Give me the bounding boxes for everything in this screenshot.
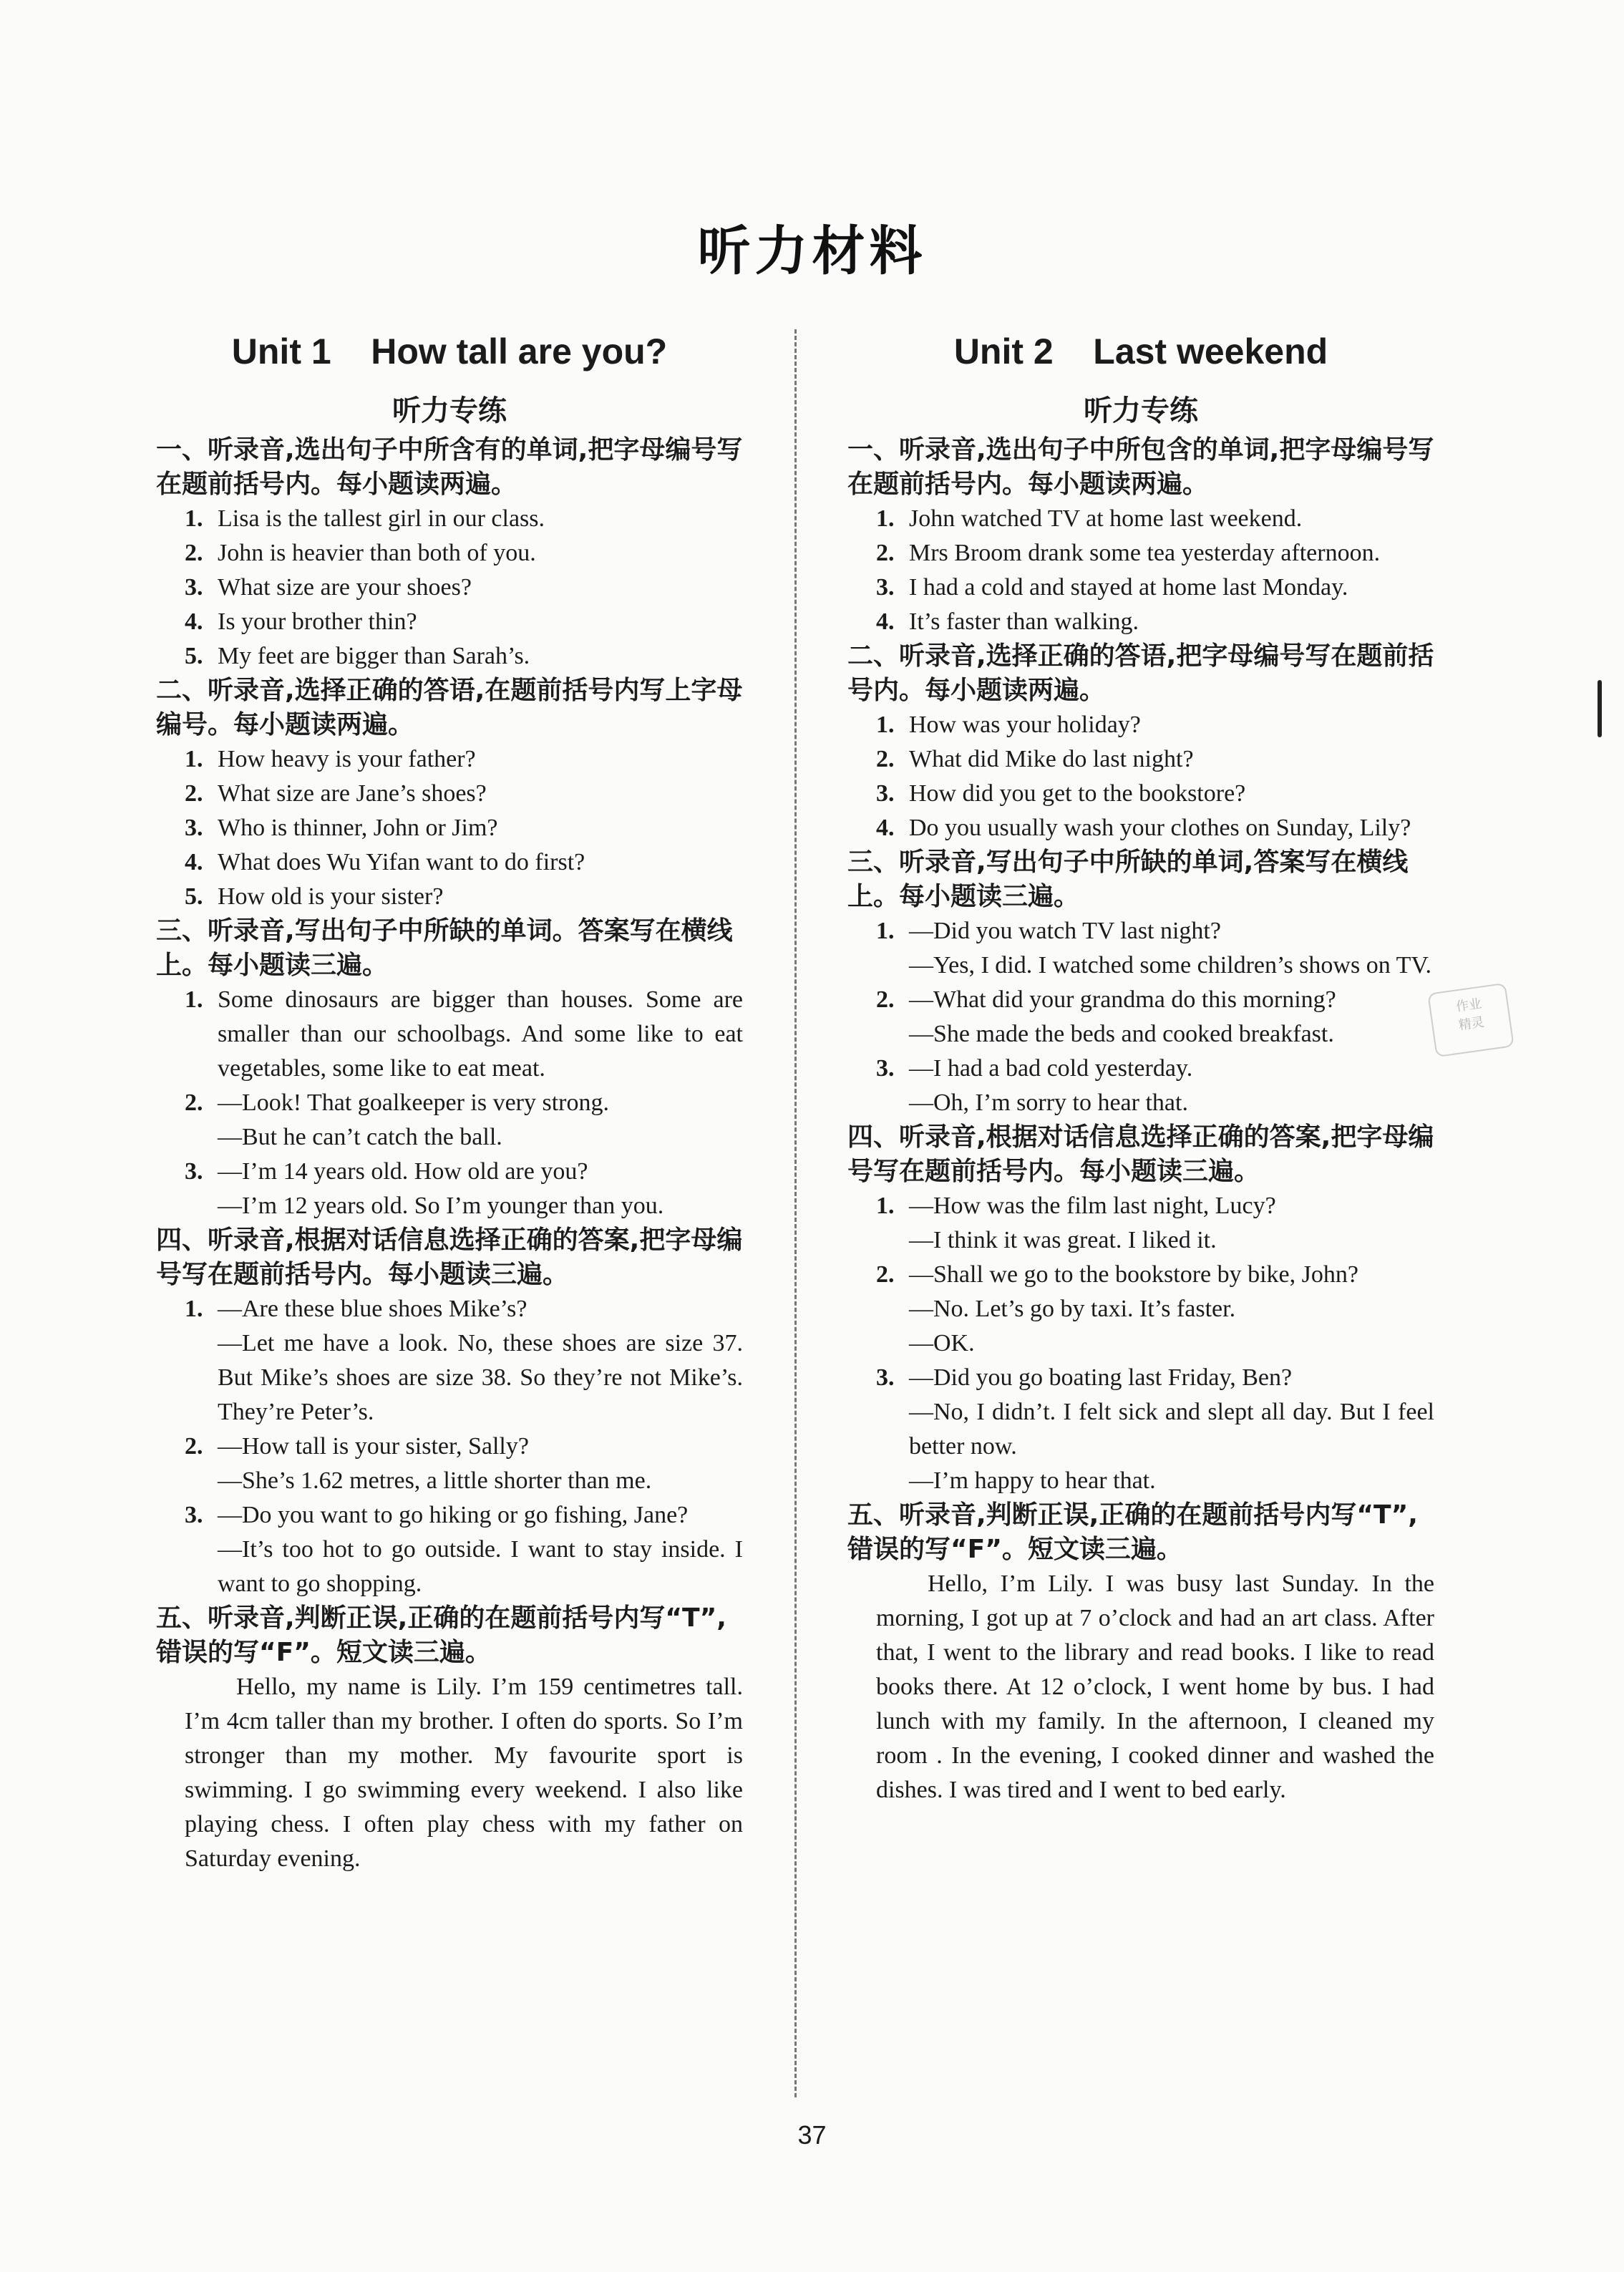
question-text: John is heavier than both of you. xyxy=(218,540,536,566)
question-number: 3. xyxy=(876,780,895,807)
question-list xyxy=(847,914,1434,1120)
question-number: 2. xyxy=(876,746,895,772)
question-item xyxy=(876,571,1434,605)
part-heading: 二、听录音,选择正确的答语,在题前括号内写上字母编号。每小题读两遍。 xyxy=(156,676,743,739)
question-item xyxy=(185,571,743,605)
question-list xyxy=(156,502,743,674)
page-number: 37 xyxy=(797,2120,827,2150)
question-number: 2. xyxy=(185,1089,203,1116)
section-title: 听力专练 xyxy=(1084,394,1198,427)
part-heading: 一、听录音,选出句子中所含有的单词,把字母编号写在题前括号内。每小题读两遍。 xyxy=(156,435,743,499)
question-text: —I had a bad cold yesterday. xyxy=(909,1055,1193,1082)
part-heading: 三、听录音,写出句子中所缺的单词,答案写在横线上。每小题读三遍。 xyxy=(847,848,1409,911)
part-heading: 五、听录音,判断正误,正确的在题前括号内写“T”,错误的写“F”。短文读三遍。 xyxy=(156,1603,726,1667)
question-item xyxy=(185,1155,743,1223)
question-parts xyxy=(847,433,1434,1807)
question-item xyxy=(876,983,1434,1052)
question-item xyxy=(185,880,743,914)
question-number: 1. xyxy=(185,746,203,772)
question-text: What did Mike do last night? xyxy=(909,746,1194,772)
question-item xyxy=(185,1086,743,1155)
question-text: Is your brother thin? xyxy=(218,608,417,635)
question-text: What does Wu Yifan want to do first? xyxy=(218,849,585,875)
section-title: 听力专练 xyxy=(392,394,507,427)
question-text: It’s faster than walking. xyxy=(909,608,1139,635)
question-text: —OK. xyxy=(909,1330,975,1356)
question-item xyxy=(876,742,1434,777)
question-list xyxy=(847,708,1434,845)
question-text: Do you usually wash your clothes on Sunday, Lily? xyxy=(909,815,1411,841)
question-item xyxy=(185,502,743,536)
question-number: 3. xyxy=(876,1364,895,1391)
question-number: 3. xyxy=(185,1158,203,1185)
question-text: How old is your sister? xyxy=(218,883,444,910)
question-number: 4. xyxy=(185,608,203,635)
question-list xyxy=(156,983,743,1223)
question-item xyxy=(185,845,743,880)
question-number: 1. xyxy=(185,505,203,532)
question-item xyxy=(876,777,1434,811)
question-number: 1. xyxy=(876,1193,895,1219)
question-item xyxy=(876,811,1434,845)
question-text: —No. Let’s go by taxi. It’s faster. xyxy=(909,1296,1236,1322)
question-text: —I’m happy to hear that. xyxy=(909,1467,1156,1494)
question-list xyxy=(847,1189,1434,1498)
question-number: 4. xyxy=(876,815,895,841)
question-text: I had a cold and stayed at home last Monday. xyxy=(909,574,1348,601)
question-text: —Let me have a look. No, these shoes are size 37. But Mike’s shoes are size 38. So they’re not Mike’s. They’re Peter’s. xyxy=(218,1330,743,1425)
part-heading: 四、听录音,根据对话信息选择正确的答案,把字母编号写在题前括号内。每小题读三遍。 xyxy=(847,1122,1434,1186)
column-divider xyxy=(794,329,797,2097)
question-number: 1. xyxy=(876,918,895,944)
question-item xyxy=(876,708,1434,742)
question-number: 1. xyxy=(876,712,895,738)
question-number: 4. xyxy=(876,608,895,635)
question-text: —How was the film last night, Lucy? xyxy=(909,1193,1276,1219)
question-item xyxy=(876,914,1434,983)
part-heading: 四、听录音,根据对话信息选择正确的答案,把字母编号写在题前括号内。每小题读三遍。 xyxy=(156,1225,743,1289)
question-text: —Shall we go to the bookstore by bike, John? xyxy=(909,1261,1358,1288)
question-parts xyxy=(156,433,743,1876)
question-text: John watched TV at home last weekend. xyxy=(909,505,1303,532)
question-item xyxy=(185,1498,743,1601)
question-text: —Yes, I did. I watched some children’s shows on TV. xyxy=(909,952,1432,979)
question-text: —Look! That goalkeeper is very strong. xyxy=(218,1089,610,1116)
unit-title: Unit 2 Last weekend xyxy=(953,331,1328,372)
question-item xyxy=(185,777,743,811)
question-list xyxy=(156,742,743,914)
left-column xyxy=(156,331,743,1876)
question-item xyxy=(185,983,743,1086)
stamp-line: 精灵 xyxy=(1457,1014,1486,1034)
question-item xyxy=(876,536,1434,571)
question-text: Lisa is the tallest girl in our class. xyxy=(218,505,545,532)
question-text: —Did you watch TV last night? xyxy=(909,918,1221,944)
question-number: 1. xyxy=(876,505,895,532)
question-item xyxy=(876,502,1434,536)
passage-text: Hello, my name is Lily. I’m 159 centimetres tall. I’m 4cm taller than my brother. I often do sports. So I’m stronger than my mother. My favourite sport is swimming. I go swimming every weekend. I also like playing chess. I often play chess with my father on Saturday evening. xyxy=(185,1674,743,1872)
question-number: 1. xyxy=(185,986,203,1013)
question-number: 2. xyxy=(185,780,203,807)
question-list xyxy=(847,502,1434,639)
question-text: —I’m 12 years old. So I’m younger than you. xyxy=(218,1193,664,1219)
question-item xyxy=(185,1292,743,1429)
passage-text: Hello, I’m Lily. I was busy last Sunday. In the morning, I got up at 7 o’clock and had an art class. After that, I went to the library and read books. I like to read books there. At 12 o’clock, I went home by bus. I had lunch with my family. In the afternoon, I cleaned my room . In the evening, I cooked dinner and washed the dishes. I was tired and I went to bed early. xyxy=(876,1571,1434,1803)
question-text: —What did your grandma do this morning? xyxy=(909,986,1336,1013)
question-item xyxy=(876,1189,1434,1258)
question-item xyxy=(185,742,743,777)
question-text: How did you get to the bookstore? xyxy=(909,780,1246,807)
question-text: —Are these blue shoes Mike’s? xyxy=(218,1296,527,1322)
right-column xyxy=(847,331,1434,1807)
question-text: Mrs Broom drank some tea yesterday afternoon. xyxy=(909,540,1381,566)
question-text: —I think it was great. I liked it. xyxy=(909,1227,1217,1253)
question-text: My feet are bigger than Sarah’s. xyxy=(218,643,530,669)
question-item xyxy=(876,1052,1434,1120)
question-item xyxy=(876,605,1434,639)
question-number: 1. xyxy=(185,1296,203,1322)
question-text: —She’s 1.62 metres, a little shorter than me. xyxy=(218,1467,652,1494)
question-item xyxy=(876,1361,1434,1498)
question-item xyxy=(185,1429,743,1498)
part-heading: 三、听录音,写出句子中所缺的单词。答案写在横线上。每小题读三遍。 xyxy=(156,916,733,980)
question-number: 3. xyxy=(876,574,895,601)
question-number: 2. xyxy=(876,986,895,1013)
question-text: —How tall is your sister, Sally? xyxy=(218,1433,529,1460)
question-number: 5. xyxy=(185,883,203,910)
question-text: —Oh, I’m sorry to hear that. xyxy=(909,1089,1188,1116)
question-number: 5. xyxy=(185,643,203,669)
part-heading: 五、听录音,判断正误,正确的在题前括号内写“T”,错误的写“F”。短文读三遍。 xyxy=(847,1500,1418,1564)
edge-mark xyxy=(1598,680,1602,737)
question-text: Who is thinner, John or Jim? xyxy=(218,815,498,841)
question-number: 3. xyxy=(185,815,203,841)
question-number: 2. xyxy=(876,1261,895,1288)
question-text: —But he can’t catch the ball. xyxy=(218,1124,502,1150)
stamp-line: 作业 xyxy=(1454,996,1483,1015)
question-text: What size are Jane’s shoes? xyxy=(218,780,487,807)
question-list xyxy=(156,1292,743,1601)
question-item xyxy=(876,1258,1434,1361)
question-number: 3. xyxy=(876,1055,895,1082)
question-text: What size are your shoes? xyxy=(218,574,472,601)
question-number: 2. xyxy=(876,540,895,566)
question-item xyxy=(185,536,743,571)
question-text: —Do you want to go hiking or go fishing, Jane? xyxy=(218,1502,689,1528)
question-item xyxy=(185,605,743,639)
question-text: Some dinosaurs are bigger than houses. Some are smaller than our schoolbags. And some like to eat vegetables, some like to eat meat. xyxy=(218,986,743,1082)
question-text: —Did you go boating last Friday, Ben? xyxy=(909,1364,1293,1391)
question-text: —No, I didn’t. I felt sick and slept all day. But I feel better now. xyxy=(909,1399,1434,1460)
question-text: —She made the beds and cooked breakfast. xyxy=(909,1021,1334,1047)
part-heading: 二、听录音,选择正确的答语,把字母编号写在题前括号内。每小题读两遍。 xyxy=(847,641,1434,705)
question-text: —It’s too hot to go outside. I want to stay inside. I want to go shopping. xyxy=(218,1536,743,1597)
question-number: 3. xyxy=(185,1502,203,1528)
question-number: 2. xyxy=(185,540,203,566)
page-title: 听力材料 xyxy=(697,220,927,282)
question-text: —I’m 14 years old. How old are you? xyxy=(218,1158,588,1185)
question-number: 2. xyxy=(185,1433,203,1460)
question-text: How was your holiday? xyxy=(909,712,1141,738)
question-number: 4. xyxy=(185,849,203,875)
question-text: How heavy is your father? xyxy=(218,746,476,772)
question-item xyxy=(185,811,743,845)
part-heading: 一、听录音,选出句子中所包含的单词,把字母编号写在题前括号内。每小题读两遍。 xyxy=(847,435,1434,499)
watermark-stamp xyxy=(1427,983,1514,1057)
question-item xyxy=(185,639,743,674)
question-number: 3. xyxy=(185,574,203,601)
unit-title: Unit 1 How tall are you? xyxy=(231,331,668,372)
